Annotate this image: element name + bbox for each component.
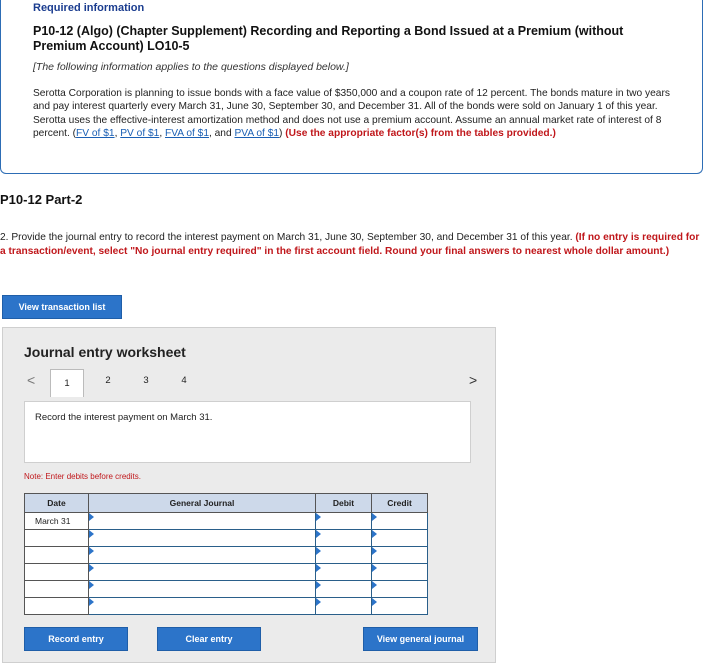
credit-input[interactable] [372,581,428,598]
clear-entry-button[interactable]: Clear entry [157,627,261,651]
debits-credits-note: Note: Enter debits before credits. [24,472,141,481]
account-input[interactable] [89,581,316,598]
required-information-panel [0,0,703,174]
fva-link[interactable]: FVA of $1 [165,127,209,139]
debit-input[interactable] [316,598,372,615]
step-tab-2[interactable]: 2 [105,375,111,386]
account-input[interactable] [89,598,316,615]
step-tab-3[interactable]: 3 [143,375,149,386]
credit-input[interactable] [372,598,428,615]
credit-input[interactable] [372,530,428,547]
date-cell [25,564,89,581]
account-input[interactable] [89,564,316,581]
debit-input[interactable] [316,530,372,547]
account-input[interactable] [89,547,316,564]
step-tab-1[interactable]: 1 [50,369,84,397]
credit-input[interactable] [372,513,428,530]
chevron-right-icon[interactable]: > [469,372,478,388]
question-instruction: (If no entry is required for a transaction/event, select "No journal entry required" in the first account field. Round your final answers to nearest whole dollar amount.) [0,232,700,257]
table-row [25,564,428,581]
account-input[interactable] [89,513,316,530]
credit-column-header: Credit [372,494,428,513]
pva-link[interactable]: PVA of $1 [234,127,280,139]
table-row [25,513,428,530]
chevron-left-icon[interactable]: < [27,372,36,388]
step-tab-4[interactable]: 4 [181,375,187,386]
debit-input[interactable] [316,547,372,564]
credit-input[interactable] [372,564,428,581]
record-entry-button[interactable]: Record entry [24,627,128,651]
table-row [25,581,428,598]
date-cell [25,530,89,547]
journal-entry-worksheet [2,327,496,663]
required-information-title: Required information [33,2,145,14]
worksheet-title: Journal entry worksheet [24,344,186,360]
account-input[interactable] [89,530,316,547]
date-column-header: Date [25,494,89,513]
credit-input[interactable] [372,547,428,564]
instruction-text: Record the interest payment on March 31. [35,412,213,423]
debit-input[interactable] [316,581,372,598]
question-body: 2. Provide the journal entry to record the interest payment on March 31, June 30, September 30, and December 31 of this year. [0,232,573,243]
debit-input[interactable] [316,513,372,530]
date-cell [25,598,89,615]
pv-link[interactable]: PV of $1 [120,127,160,139]
question-text [0,231,706,259]
fv-link[interactable]: FV of $1 [76,127,115,139]
use-tables-instruction: (Use the appropriate factor(s) from the tables provided.) [285,127,556,139]
table-row [25,598,428,615]
scenario-text: Serotta Corporation is planning to issue bonds with a face value of $350,000 and a coupon rate of 12 percent. The bonds mature in two years and pay interest quarterly every March 31, June 30, September 30, and December 31. All of the bonds were sold on January 1 of this year. Serotta uses the effective-interest amortization method and does not use a premium account. Assume an annual market rate of interest of 8 percent. (FV of $1, PV of $1, FVA of $1, and PVA of $1) (Use the appropriate factor(s) from the tables provided.) [33,88,670,139]
date-cell [25,581,89,598]
journal-header-row [25,494,428,513]
applies-note: [The following information applies to the questions displayed below.] [33,61,349,73]
instruction-box [24,401,471,463]
date-cell: March 31 [25,513,89,530]
scenario-body: Serotta Corporation is planning to issue bonds with a face value of $350,000 and a coupon rate of 12 percent. The bonds mature in two years and pay interest quarterly every March 31, June 30, September 30, and December 31. All of the bonds were sold on January 1 of this year. Serotta uses the effective-interest amortization method and does not use a premium account. Assume an annual market rate of interest of 8 percent. [33,88,670,139]
date-cell [25,547,89,564]
journal-table [24,493,428,615]
part-title: P10-12 Part-2 [0,192,83,207]
view-transaction-list-button[interactable]: View transaction list [2,295,122,319]
debit-column-header: Debit [316,494,372,513]
view-general-journal-button[interactable]: View general journal [363,627,478,651]
table-row [25,530,428,547]
problem-title: P10-12 (Algo) (Chapter Supplement) Recording and Reporting a Bond Issued at a Premium (without Premium Account) LO10-5 [33,24,624,53]
table-row [25,547,428,564]
general-journal-column-header: General Journal [89,494,316,513]
debit-input[interactable] [316,564,372,581]
